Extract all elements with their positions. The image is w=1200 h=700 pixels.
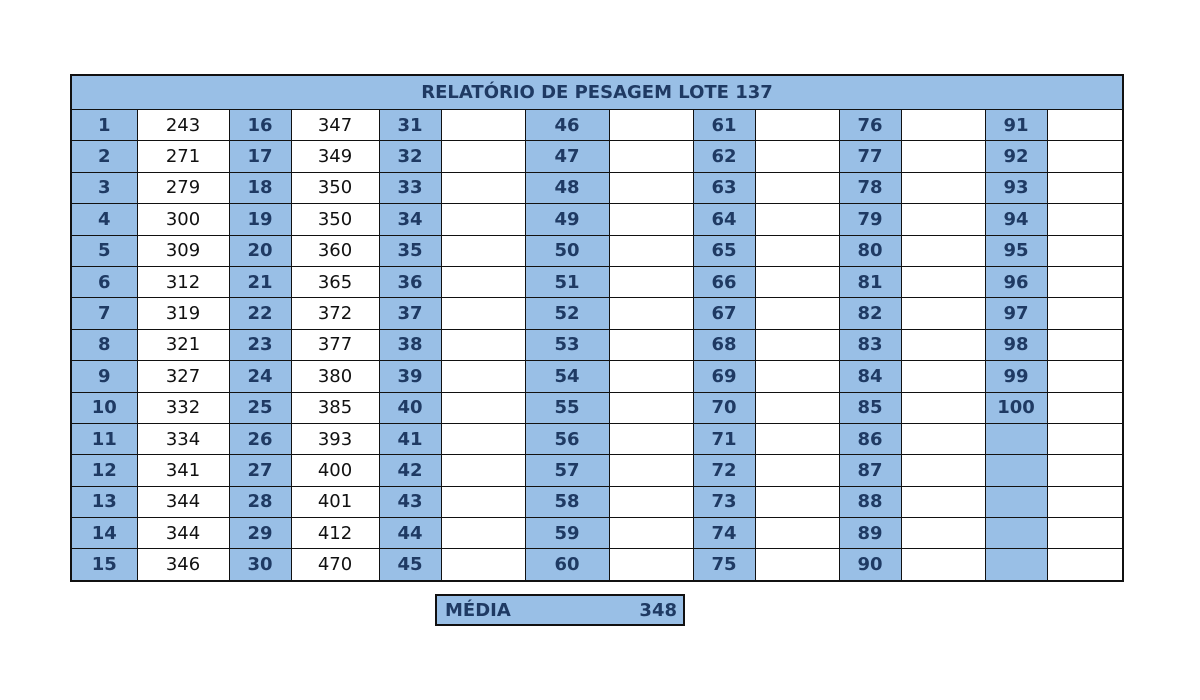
weight-cell bbox=[609, 518, 693, 549]
weight-cell bbox=[755, 298, 839, 329]
table-row bbox=[71, 486, 1123, 517]
row-number-cell: 54 bbox=[525, 361, 609, 392]
row-number-cell: 22 bbox=[229, 298, 291, 329]
weight-cell bbox=[1047, 266, 1123, 297]
row-number-cell: 58 bbox=[525, 486, 609, 517]
weight-cell: 279 bbox=[137, 172, 229, 203]
weight-cell bbox=[441, 423, 525, 454]
weight-cell bbox=[755, 423, 839, 454]
row-number-cell: 72 bbox=[693, 455, 755, 486]
row-number-cell: 11 bbox=[71, 423, 137, 454]
weight-cell bbox=[441, 110, 525, 141]
row-number-cell: 33 bbox=[379, 172, 441, 203]
weight-cell bbox=[609, 266, 693, 297]
row-number-cell: 77 bbox=[839, 141, 901, 172]
weight-cell: 346 bbox=[137, 549, 229, 581]
row-number-cell: 78 bbox=[839, 172, 901, 203]
row-number-cell: 70 bbox=[693, 392, 755, 423]
row-number-cell: 87 bbox=[839, 455, 901, 486]
weight-cell: 393 bbox=[291, 423, 379, 454]
weight-cell: 344 bbox=[137, 518, 229, 549]
weight-cell: 350 bbox=[291, 204, 379, 235]
weight-cell bbox=[441, 392, 525, 423]
row-number-cell: 91 bbox=[985, 110, 1047, 141]
weight-cell bbox=[1047, 361, 1123, 392]
weight-cell bbox=[609, 423, 693, 454]
weight-cell bbox=[441, 235, 525, 266]
table-row bbox=[71, 518, 1123, 549]
weight-cell bbox=[1047, 455, 1123, 486]
weighing-report-table bbox=[70, 74, 1124, 582]
row-number-cell: 7 bbox=[71, 298, 137, 329]
row-number-cell: 88 bbox=[839, 486, 901, 517]
row-number-cell: 44 bbox=[379, 518, 441, 549]
row-number-cell: 40 bbox=[379, 392, 441, 423]
weight-cell bbox=[1047, 549, 1123, 581]
weight-cell bbox=[755, 455, 839, 486]
title-row bbox=[71, 75, 1123, 110]
row-number-cell bbox=[985, 486, 1047, 517]
weight-cell bbox=[441, 172, 525, 203]
row-number-cell: 76 bbox=[839, 110, 901, 141]
table-row bbox=[71, 141, 1123, 172]
weight-cell: 271 bbox=[137, 141, 229, 172]
weight-cell bbox=[901, 361, 985, 392]
row-number-cell: 14 bbox=[71, 518, 137, 549]
row-number-cell: 42 bbox=[379, 455, 441, 486]
row-number-cell: 12 bbox=[71, 455, 137, 486]
row-number-cell: 65 bbox=[693, 235, 755, 266]
weight-cell bbox=[901, 329, 985, 360]
row-number-cell: 27 bbox=[229, 455, 291, 486]
weight-cell bbox=[755, 172, 839, 203]
table-row bbox=[71, 298, 1123, 329]
weight-cell: 372 bbox=[291, 298, 379, 329]
row-number-cell: 63 bbox=[693, 172, 755, 203]
weight-cell: 380 bbox=[291, 361, 379, 392]
table-row bbox=[71, 329, 1123, 360]
weight-cell bbox=[609, 392, 693, 423]
row-number-cell: 8 bbox=[71, 329, 137, 360]
average-box bbox=[435, 594, 685, 626]
table-row bbox=[71, 110, 1123, 141]
row-number-cell: 98 bbox=[985, 329, 1047, 360]
weight-cell bbox=[1047, 172, 1123, 203]
weight-cell: 400 bbox=[291, 455, 379, 486]
weight-cell bbox=[755, 141, 839, 172]
weight-cell bbox=[441, 518, 525, 549]
table-row bbox=[71, 455, 1123, 486]
row-number-cell: 59 bbox=[525, 518, 609, 549]
row-number-cell: 25 bbox=[229, 392, 291, 423]
row-number-cell: 29 bbox=[229, 518, 291, 549]
weight-cell bbox=[1047, 392, 1123, 423]
row-number-cell: 47 bbox=[525, 141, 609, 172]
row-number-cell: 32 bbox=[379, 141, 441, 172]
weight-cell bbox=[609, 549, 693, 581]
weight-cell bbox=[441, 298, 525, 329]
weight-cell: 347 bbox=[291, 110, 379, 141]
row-number-cell bbox=[985, 455, 1047, 486]
row-number-cell: 15 bbox=[71, 549, 137, 581]
weight-cell bbox=[755, 110, 839, 141]
row-number-cell: 56 bbox=[525, 423, 609, 454]
weight-cell bbox=[441, 455, 525, 486]
row-number-cell bbox=[985, 423, 1047, 454]
weight-cell bbox=[755, 204, 839, 235]
weight-cell bbox=[609, 172, 693, 203]
row-number-cell: 83 bbox=[839, 329, 901, 360]
row-number-cell: 1 bbox=[71, 110, 137, 141]
weight-cell: 300 bbox=[137, 204, 229, 235]
row-number-cell: 51 bbox=[525, 266, 609, 297]
row-number-cell: 4 bbox=[71, 204, 137, 235]
row-number-cell: 69 bbox=[693, 361, 755, 392]
table-row bbox=[71, 172, 1123, 203]
weight-cell bbox=[441, 486, 525, 517]
weight-cell bbox=[441, 329, 525, 360]
average-value: 348 bbox=[639, 599, 677, 621]
weight-cell bbox=[1047, 423, 1123, 454]
weight-cell: 349 bbox=[291, 141, 379, 172]
table-row bbox=[71, 235, 1123, 266]
row-number-cell: 34 bbox=[379, 204, 441, 235]
row-number-cell: 52 bbox=[525, 298, 609, 329]
row-number-cell: 37 bbox=[379, 298, 441, 329]
row-number-cell: 86 bbox=[839, 423, 901, 454]
row-number-cell: 23 bbox=[229, 329, 291, 360]
weight-cell bbox=[609, 141, 693, 172]
row-number-cell: 9 bbox=[71, 361, 137, 392]
weight-cell bbox=[1047, 235, 1123, 266]
weight-cell bbox=[901, 455, 985, 486]
weight-cell bbox=[441, 141, 525, 172]
weight-cell: 360 bbox=[291, 235, 379, 266]
row-number-cell: 97 bbox=[985, 298, 1047, 329]
row-number-cell: 93 bbox=[985, 172, 1047, 203]
row-number-cell: 66 bbox=[693, 266, 755, 297]
row-number-cell: 80 bbox=[839, 235, 901, 266]
weight-cell bbox=[609, 486, 693, 517]
weight-cell bbox=[755, 361, 839, 392]
weight-cell bbox=[901, 172, 985, 203]
weight-cell bbox=[441, 549, 525, 581]
row-number-cell: 95 bbox=[985, 235, 1047, 266]
row-number-cell: 19 bbox=[229, 204, 291, 235]
row-number-cell: 5 bbox=[71, 235, 137, 266]
row-number-cell: 38 bbox=[379, 329, 441, 360]
weight-cell bbox=[609, 329, 693, 360]
row-number-cell: 28 bbox=[229, 486, 291, 517]
row-number-cell: 67 bbox=[693, 298, 755, 329]
weight-cell: 377 bbox=[291, 329, 379, 360]
weight-cell bbox=[1047, 298, 1123, 329]
weight-cell bbox=[901, 266, 985, 297]
weight-cell bbox=[1047, 204, 1123, 235]
row-number-cell: 35 bbox=[379, 235, 441, 266]
row-number-cell: 57 bbox=[525, 455, 609, 486]
row-number-cell: 74 bbox=[693, 518, 755, 549]
weight-cell bbox=[901, 235, 985, 266]
weight-cell: 243 bbox=[137, 110, 229, 141]
row-number-cell: 99 bbox=[985, 361, 1047, 392]
row-number-cell: 31 bbox=[379, 110, 441, 141]
weight-cell bbox=[441, 204, 525, 235]
row-number-cell: 18 bbox=[229, 172, 291, 203]
weight-cell: 470 bbox=[291, 549, 379, 581]
row-number-cell: 6 bbox=[71, 266, 137, 297]
row-number-cell: 13 bbox=[71, 486, 137, 517]
average-label: MÉDIA bbox=[445, 599, 511, 621]
weight-cell: 332 bbox=[137, 392, 229, 423]
row-number-cell: 36 bbox=[379, 266, 441, 297]
weight-cell bbox=[901, 298, 985, 329]
weight-cell bbox=[1047, 486, 1123, 517]
weight-cell bbox=[901, 392, 985, 423]
row-number-cell: 92 bbox=[985, 141, 1047, 172]
row-number-cell: 60 bbox=[525, 549, 609, 581]
weight-cell bbox=[755, 329, 839, 360]
row-number-cell: 30 bbox=[229, 549, 291, 581]
row-number-cell: 96 bbox=[985, 266, 1047, 297]
weight-cell bbox=[609, 235, 693, 266]
row-number-cell: 62 bbox=[693, 141, 755, 172]
weight-cell: 334 bbox=[137, 423, 229, 454]
table-row bbox=[71, 549, 1123, 581]
row-number-cell: 46 bbox=[525, 110, 609, 141]
weight-cell bbox=[755, 392, 839, 423]
row-number-cell bbox=[985, 518, 1047, 549]
row-number-cell: 71 bbox=[693, 423, 755, 454]
weight-cell bbox=[441, 361, 525, 392]
weight-cell bbox=[1047, 110, 1123, 141]
weight-cell bbox=[901, 518, 985, 549]
weight-cell bbox=[755, 518, 839, 549]
weight-cell: 350 bbox=[291, 172, 379, 203]
weight-cell: 321 bbox=[137, 329, 229, 360]
row-number-cell: 100 bbox=[985, 392, 1047, 423]
row-number-cell bbox=[985, 549, 1047, 581]
weight-cell bbox=[609, 298, 693, 329]
weight-cell: 385 bbox=[291, 392, 379, 423]
weight-cell: 412 bbox=[291, 518, 379, 549]
row-number-cell: 48 bbox=[525, 172, 609, 203]
weight-cell bbox=[755, 486, 839, 517]
row-number-cell: 55 bbox=[525, 392, 609, 423]
weight-cell: 401 bbox=[291, 486, 379, 517]
weight-cell: 319 bbox=[137, 298, 229, 329]
row-number-cell: 39 bbox=[379, 361, 441, 392]
weight-cell bbox=[901, 486, 985, 517]
weight-cell: 341 bbox=[137, 455, 229, 486]
row-number-cell: 73 bbox=[693, 486, 755, 517]
row-number-cell: 3 bbox=[71, 172, 137, 203]
row-number-cell: 43 bbox=[379, 486, 441, 517]
weight-cell bbox=[609, 204, 693, 235]
row-number-cell: 20 bbox=[229, 235, 291, 266]
table-row bbox=[71, 392, 1123, 423]
weight-cell bbox=[755, 266, 839, 297]
row-number-cell: 90 bbox=[839, 549, 901, 581]
weight-cell bbox=[901, 423, 985, 454]
report-title: RELATÓRIO DE PESAGEM LOTE 137 bbox=[71, 75, 1123, 110]
row-number-cell: 89 bbox=[839, 518, 901, 549]
row-number-cell: 61 bbox=[693, 110, 755, 141]
row-number-cell: 85 bbox=[839, 392, 901, 423]
weight-cell bbox=[1047, 141, 1123, 172]
table-row bbox=[71, 204, 1123, 235]
weight-cell bbox=[609, 361, 693, 392]
row-number-cell: 82 bbox=[839, 298, 901, 329]
weight-cell bbox=[901, 110, 985, 141]
weight-cell bbox=[609, 110, 693, 141]
row-number-cell: 68 bbox=[693, 329, 755, 360]
row-number-cell: 50 bbox=[525, 235, 609, 266]
weight-cell bbox=[609, 455, 693, 486]
weight-cell bbox=[901, 204, 985, 235]
row-number-cell: 16 bbox=[229, 110, 291, 141]
weight-cell bbox=[1047, 329, 1123, 360]
row-number-cell: 17 bbox=[229, 141, 291, 172]
row-number-cell: 21 bbox=[229, 266, 291, 297]
table-row bbox=[71, 423, 1123, 454]
row-number-cell: 75 bbox=[693, 549, 755, 581]
weight-cell: 309 bbox=[137, 235, 229, 266]
table-row bbox=[71, 361, 1123, 392]
weight-cell bbox=[755, 235, 839, 266]
row-number-cell: 2 bbox=[71, 141, 137, 172]
row-number-cell: 64 bbox=[693, 204, 755, 235]
row-number-cell: 10 bbox=[71, 392, 137, 423]
row-number-cell: 94 bbox=[985, 204, 1047, 235]
row-number-cell: 84 bbox=[839, 361, 901, 392]
weight-cell bbox=[441, 266, 525, 297]
weight-cell bbox=[755, 549, 839, 581]
row-number-cell: 49 bbox=[525, 204, 609, 235]
weight-cell: 327 bbox=[137, 361, 229, 392]
row-number-cell: 81 bbox=[839, 266, 901, 297]
row-number-cell: 41 bbox=[379, 423, 441, 454]
weight-cell: 344 bbox=[137, 486, 229, 517]
row-number-cell: 79 bbox=[839, 204, 901, 235]
weight-cell: 365 bbox=[291, 266, 379, 297]
weight-cell bbox=[1047, 518, 1123, 549]
row-number-cell: 53 bbox=[525, 329, 609, 360]
weight-cell bbox=[901, 141, 985, 172]
row-number-cell: 26 bbox=[229, 423, 291, 454]
weight-cell: 312 bbox=[137, 266, 229, 297]
row-number-cell: 45 bbox=[379, 549, 441, 581]
weight-cell bbox=[901, 549, 985, 581]
table-row bbox=[71, 266, 1123, 297]
row-number-cell: 24 bbox=[229, 361, 291, 392]
